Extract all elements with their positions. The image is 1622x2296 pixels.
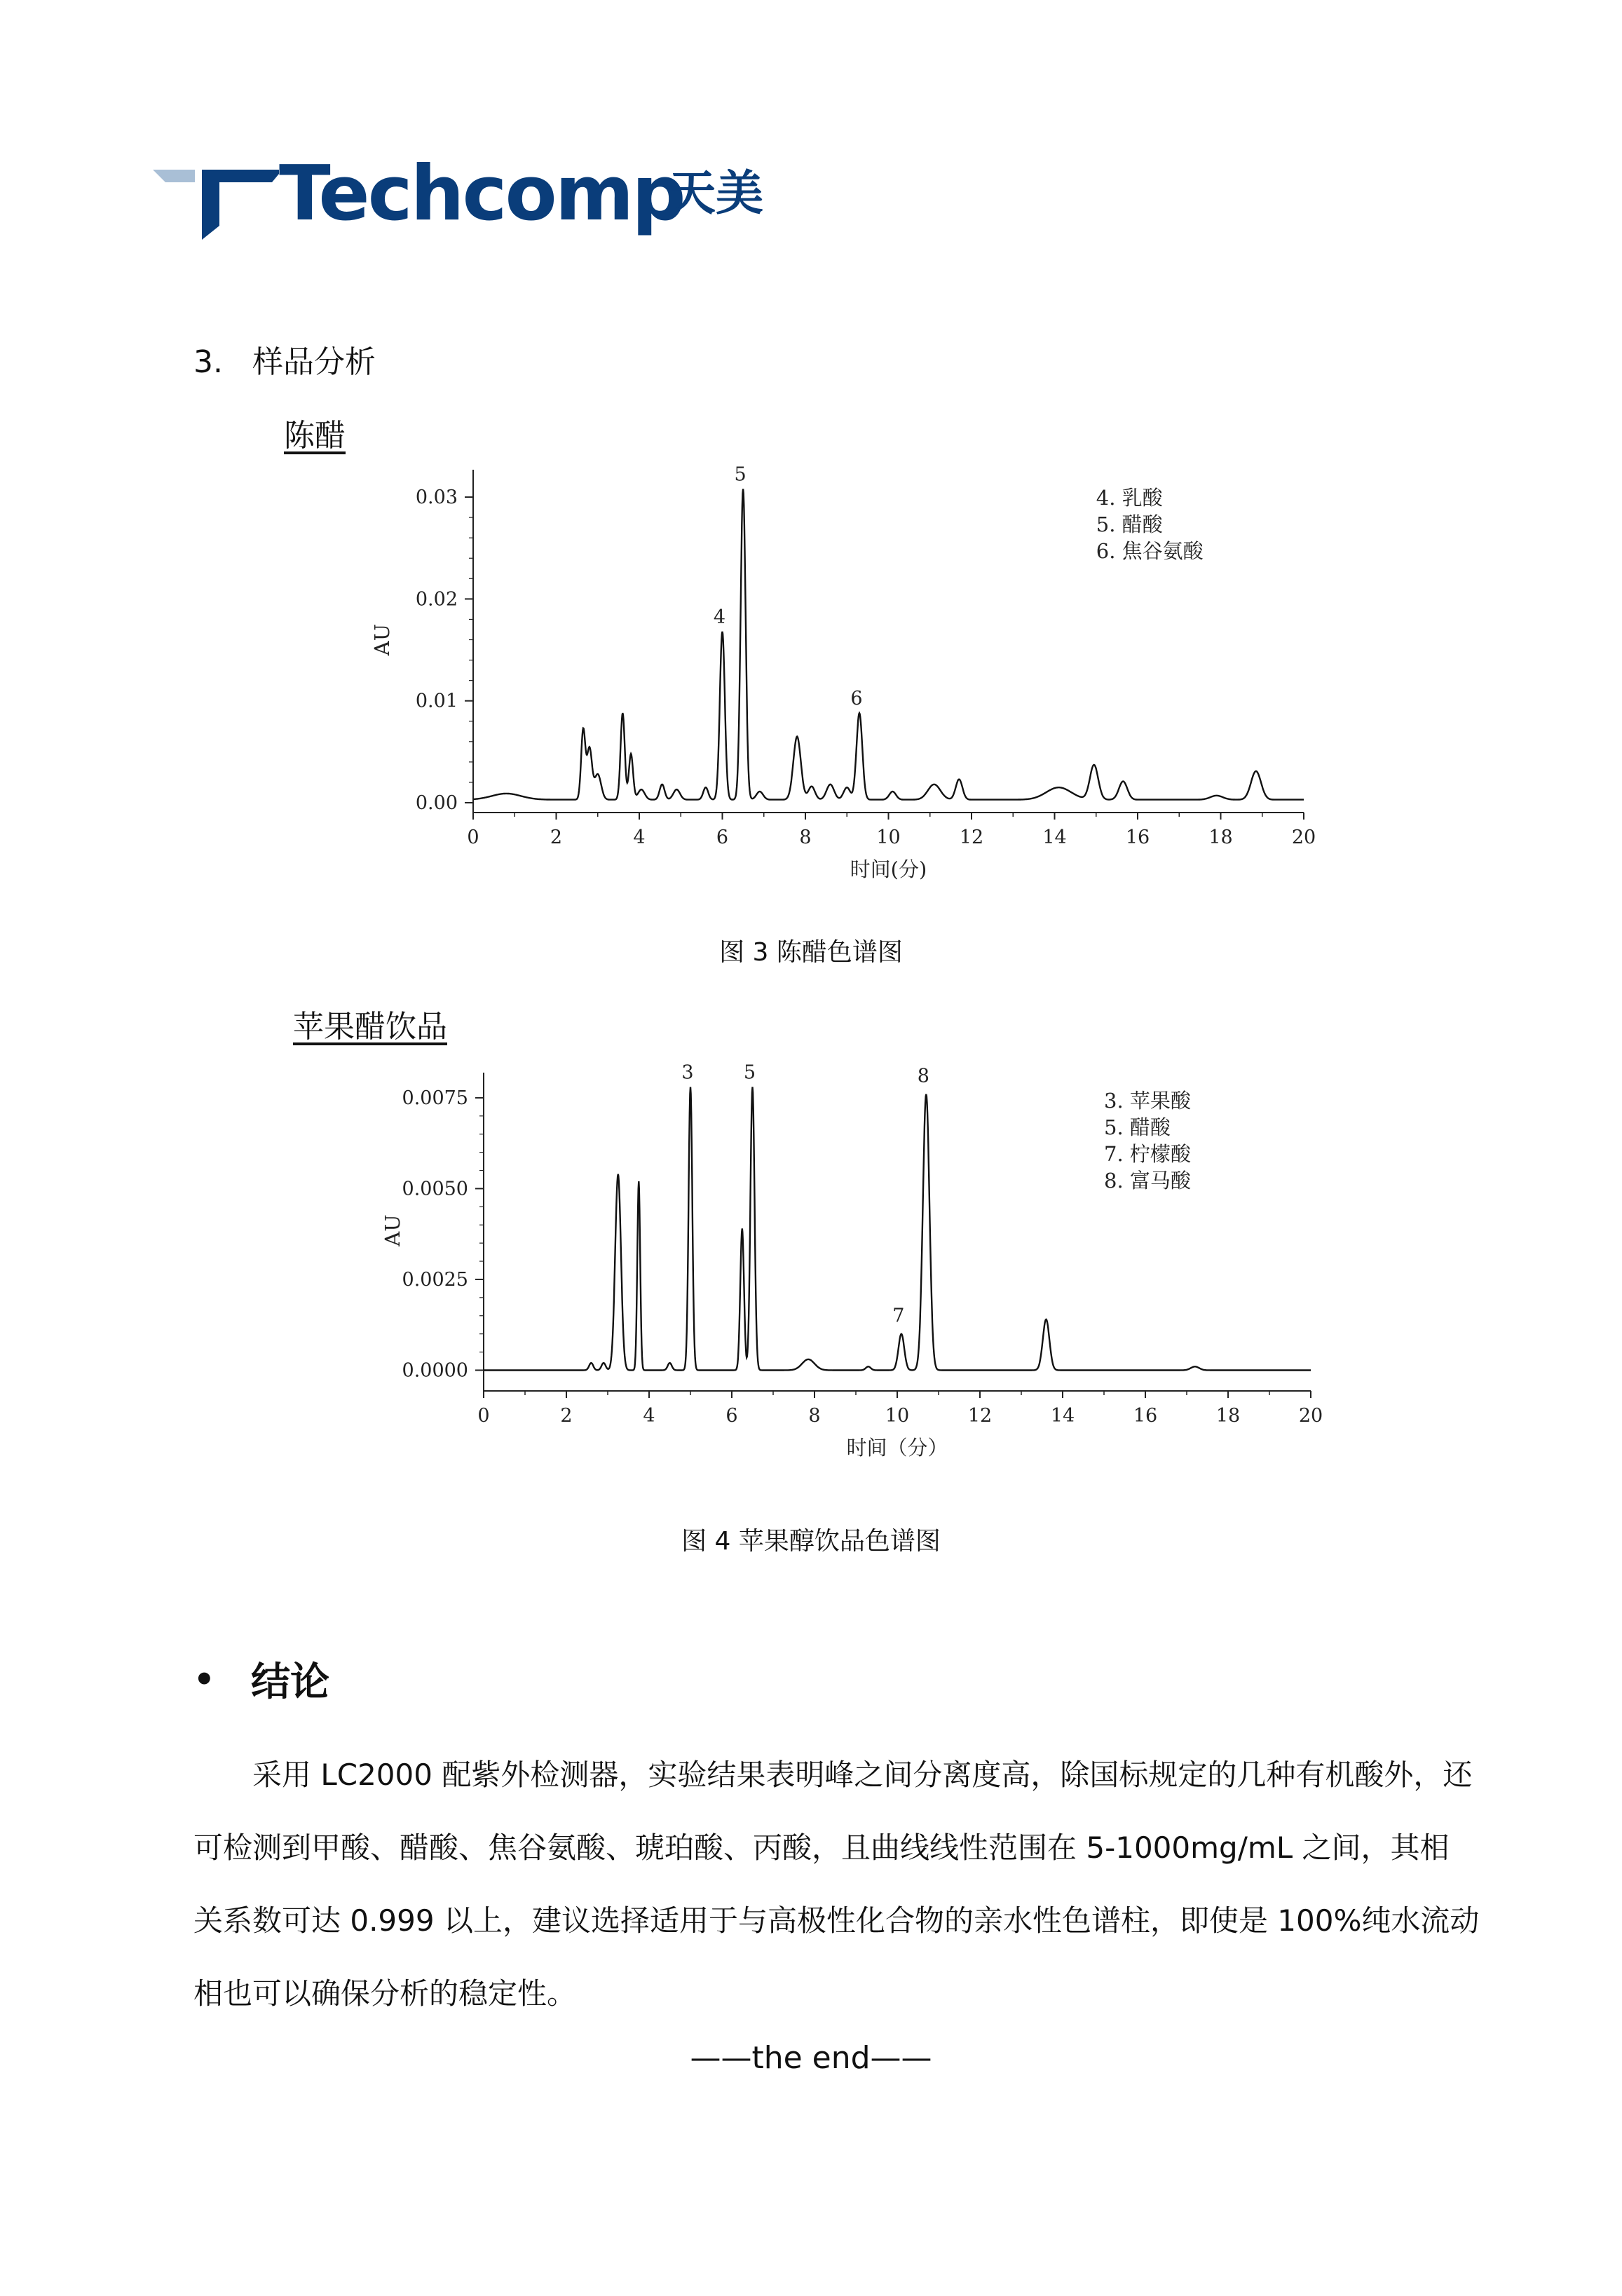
figure3-caption: 图 3 陈醋色谱图 (719, 938, 903, 967)
x-tick-label: 18 (1215, 1405, 1241, 1427)
x-tick-label: 14 (1050, 1405, 1075, 1427)
x-tick-label: 6 (716, 827, 729, 848)
x-tick-label: 8 (808, 1405, 821, 1427)
x-tick-label: 20 (1291, 827, 1316, 848)
y-tick-label: 0.0075 (402, 1087, 468, 1109)
figure4-caption: 图 4 苹果醇饮品色谱图 (681, 1527, 941, 1556)
conclusion-line: 可检测到甲酸、醋酸、焦谷氨酸、琥珀酸、丙酸，且曲线线性范围在 5-1000mg/mL 之间，其相 (193, 1830, 1450, 1865)
peak-label: 8 (917, 1065, 929, 1087)
x-tick-label: 14 (1042, 827, 1067, 848)
peak-label: 4 (713, 606, 726, 628)
x-tick-label: 8 (799, 827, 812, 848)
chromatogram-chart-2 (350, 1052, 1332, 1479)
x-tick-label: 2 (560, 1405, 573, 1427)
x-tick-label: 12 (959, 827, 984, 848)
conclusion-title: 结论 (251, 1659, 329, 1705)
peak-label: 3 (681, 1061, 694, 1084)
conclusion-line: 关系数可达 0.999 以上，建议选择适用于与高极性化合物的亲水性色谱柱，即使是 100%纯水流动 (193, 1903, 1480, 1938)
chromatogram-chart-1 (350, 456, 1332, 911)
legend-entry: 6. 焦谷氨酸 (1096, 539, 1204, 563)
legend-entry: 8. 富马酸 (1104, 1169, 1191, 1193)
sample2-title: 苹果醋饮品 (293, 1009, 447, 1045)
the-end-text: ——the end—— (690, 2040, 932, 2076)
x-tick-label: 0 (477, 1405, 490, 1427)
logo-text: Techcomp (279, 150, 684, 238)
logo-cn-text: 天美 (668, 166, 764, 222)
x-tick-label: 4 (633, 827, 646, 848)
y-tick-label: 0.0000 (402, 1359, 468, 1382)
y-axis-label: AU (370, 623, 394, 656)
logo-mark-icon (153, 149, 279, 240)
legend-entry: 5. 醋酸 (1104, 1115, 1171, 1139)
chromatogram-trace (473, 489, 1304, 799)
bullet-icon: • (193, 1660, 215, 1699)
x-tick-label: 0 (467, 827, 479, 848)
peak-label: 6 (850, 688, 863, 710)
x-tick-label: 2 (550, 827, 563, 848)
y-tick-label: 0.0025 (402, 1268, 468, 1291)
legend-entry: 5. 醋酸 (1096, 512, 1163, 536)
peak-label: 5 (743, 1061, 756, 1084)
legend-entry: 4. 乳酸 (1096, 486, 1163, 510)
legend-entry: 3. 苹果酸 (1104, 1089, 1191, 1113)
x-tick-label: 16 (1125, 827, 1150, 848)
y-tick-label: 0.00 (415, 792, 458, 814)
x-tick-label: 6 (725, 1405, 738, 1427)
conclusion-line: 相也可以确保分析的稳定性。 (193, 1976, 577, 2011)
x-tick-label: 16 (1133, 1405, 1158, 1427)
x-axis-label: 时间（分） (846, 1436, 948, 1460)
sample1-title: 陈醋 (284, 418, 346, 454)
x-tick-label: 18 (1208, 827, 1233, 848)
x-axis-label: 时间(分) (850, 857, 927, 881)
y-tick-label: 0.01 (415, 690, 458, 712)
techcomp-logo (153, 149, 770, 240)
chromatogram-trace (484, 1087, 1311, 1370)
y-tick-label: 0.03 (415, 487, 458, 509)
y-axis-label: AU (381, 1214, 404, 1247)
x-tick-label: 4 (643, 1405, 655, 1427)
y-tick-label: 0.02 (415, 588, 458, 611)
x-tick-label: 10 (885, 1405, 910, 1427)
section-title: 3. 样品分析 (193, 344, 376, 380)
x-tick-label: 20 (1298, 1405, 1323, 1427)
x-tick-label: 10 (876, 827, 901, 848)
legend-entry: 7. 柠檬酸 (1104, 1142, 1191, 1166)
peak-label: 5 (734, 463, 747, 486)
peak-label: 7 (892, 1305, 905, 1327)
x-tick-label: 12 (967, 1405, 993, 1427)
y-tick-label: 0.0050 (402, 1178, 468, 1200)
conclusion-line: 采用 LC2000 配紫外检测器，实验结果表明峰之间分离度高，除国标规定的几种有机酸外，还 (252, 1758, 1473, 1792)
